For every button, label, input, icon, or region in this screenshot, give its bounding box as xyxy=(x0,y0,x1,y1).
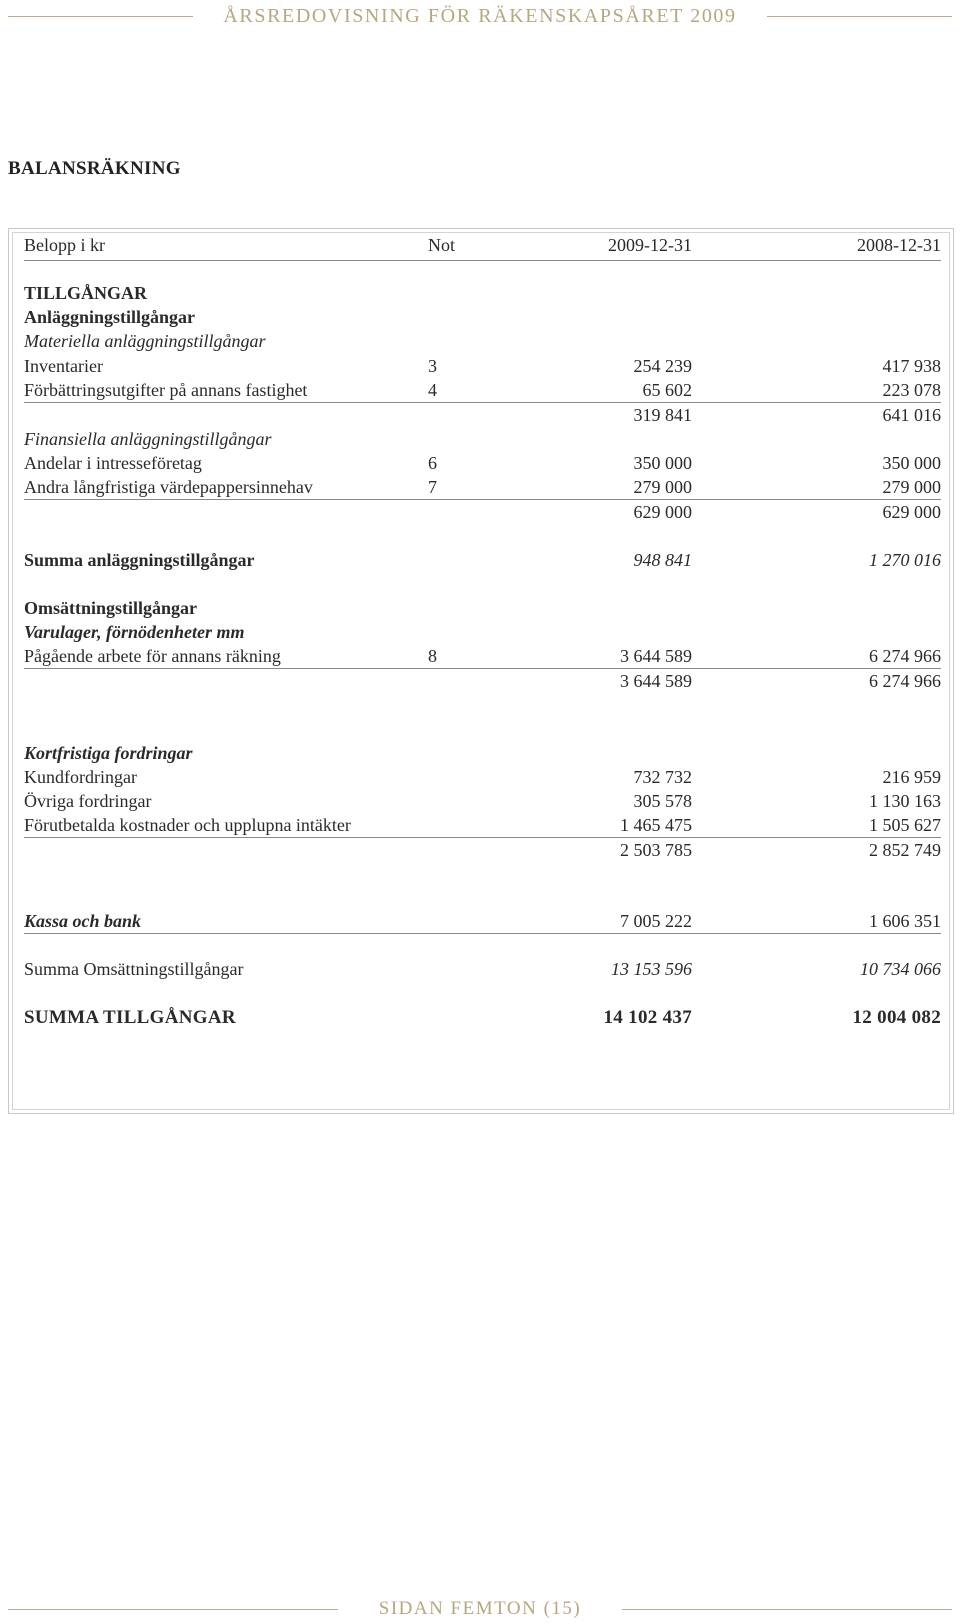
header-rule-left xyxy=(8,16,193,17)
table-row-vardepapper xyxy=(24,475,941,500)
row-value-2008: 1 270 016 xyxy=(869,550,941,570)
row-label: Pågående arbete för annans räkning xyxy=(24,646,281,666)
row-value-2009: 279 000 xyxy=(633,477,692,497)
row-value-2008: 216 959 xyxy=(882,767,941,787)
row-value-2009: 254 239 xyxy=(633,356,692,376)
row-value-2009: 7 005 222 xyxy=(620,911,692,931)
column-header-2008: 2008-12-31 xyxy=(857,235,941,255)
row-value-2009: 3 644 589 xyxy=(620,671,692,691)
row-label: Förutbetalda kostnader och upplupna intäkter xyxy=(24,815,351,835)
row-label: Övriga fordringar xyxy=(24,791,152,811)
table-row-forutbetalda xyxy=(24,813,941,838)
row-value-2008: 223 078 xyxy=(882,380,941,400)
table-row-forbattringsutgifter xyxy=(24,378,941,403)
section-heading-tillgangar xyxy=(24,281,941,306)
subsection-heading-materiella xyxy=(24,329,941,354)
total-row-anlaggning xyxy=(24,548,941,573)
section-heading-omsattning xyxy=(24,596,941,621)
subsection-heading-label: Kortfristiga fordringar xyxy=(24,743,193,763)
column-header-2009: 2009-12-31 xyxy=(608,235,692,255)
row-label: Kundfordringar xyxy=(24,767,137,787)
header-rule-right xyxy=(767,16,952,17)
column-header-label: Belopp i kr xyxy=(24,235,105,255)
row-value-2009: 14 102 437 xyxy=(603,1007,692,1028)
section-heading-label: TILLGÅNGAR xyxy=(24,283,148,303)
row-value-2008: 6 274 966 xyxy=(869,671,941,691)
subsection-heading-finansiella xyxy=(24,427,941,452)
page-header xyxy=(0,3,960,29)
row-note: 3 xyxy=(428,356,437,376)
row-note: 8 xyxy=(428,646,437,666)
row-value-2008: 1 606 351 xyxy=(869,911,941,931)
row-note: 6 xyxy=(428,453,437,473)
row-value-2009: 732 732 xyxy=(633,767,692,787)
section-heading-label: Anläggningstillgångar xyxy=(24,307,196,327)
row-value-2009: 305 578 xyxy=(633,791,692,811)
row-value-2008: 417 938 xyxy=(882,356,941,376)
row-value-2009: 2 503 785 xyxy=(620,840,692,860)
row-value-2008: 2 852 749 xyxy=(869,840,941,860)
row-value-2008: 1 130 163 xyxy=(869,791,941,811)
table-row-kundfordringar xyxy=(24,765,941,790)
total-row-omsattning xyxy=(24,957,941,982)
page-title: BALANSRÄKNING xyxy=(8,158,181,179)
subtotal-row-kortfristiga xyxy=(24,838,941,863)
column-header-rule xyxy=(24,260,941,261)
column-header-row xyxy=(24,233,941,258)
column-header-note: Not xyxy=(428,235,455,255)
subsection-heading-varulager xyxy=(24,620,941,645)
row-value-2009: 629 000 xyxy=(633,502,692,522)
subtotal-rule xyxy=(24,933,941,934)
subsection-heading-label: Varulager, förnödenheter mm xyxy=(24,622,245,642)
subtotal-row-varulager xyxy=(24,669,941,694)
row-label: SUMMA TILLGÅNGAR xyxy=(24,1007,236,1028)
table-row-andelar xyxy=(24,451,941,476)
row-value-2008: 1 505 627 xyxy=(869,815,941,835)
row-value-2008: 12 004 082 xyxy=(852,1007,941,1028)
row-value-2009: 3 644 589 xyxy=(620,646,692,666)
row-value-2009: 319 841 xyxy=(633,405,692,425)
row-value-2009: 350 000 xyxy=(633,453,692,473)
header-title: ÅRSREDOVISNING FÖR RÄKENSKAPSÅRET 2009 xyxy=(223,5,737,27)
row-value-2008: 10 734 066 xyxy=(860,959,941,979)
row-label: Summa anläggningstillgångar xyxy=(24,550,255,570)
row-value-2008: 6 274 966 xyxy=(869,646,941,666)
row-value-2009: 948 841 xyxy=(633,550,692,570)
row-value-2009: 65 602 xyxy=(642,380,692,400)
row-label: Andra långfristiga värdepappersinnehav xyxy=(24,477,313,497)
table-row-pagaende-arbete xyxy=(24,644,941,669)
subtotal-row-finansiella xyxy=(24,500,941,525)
section-heading-anlaggning xyxy=(24,305,941,330)
row-value-2008: 350 000 xyxy=(882,453,941,473)
row-value-2009: 13 153 596 xyxy=(611,959,692,979)
row-note: 4 xyxy=(428,380,437,400)
subsection-heading-label: Materiella anläggningstillgångar xyxy=(24,331,266,351)
row-label: Andelar i intresseföretag xyxy=(24,453,202,473)
page-footer xyxy=(0,1596,960,1622)
row-value-2008: 629 000 xyxy=(882,502,941,522)
row-value-2008: 279 000 xyxy=(882,477,941,497)
footer-rule-left xyxy=(8,1609,338,1610)
row-label: Förbättringsutgifter på annans fastighet xyxy=(24,380,308,400)
row-note: 7 xyxy=(428,477,437,497)
row-value-2008: 641 016 xyxy=(882,405,941,425)
section-heading-label: Omsättningstillgångar xyxy=(24,598,198,618)
row-label: Summa Omsättningstillgångar xyxy=(24,959,244,979)
subtotal-row-materiella xyxy=(24,403,941,428)
row-label: Inventarier xyxy=(24,356,103,376)
grand-total-row xyxy=(24,1005,941,1030)
row-value-2009: 1 465 475 xyxy=(620,815,692,835)
page-number: SIDAN FEMTON (15) xyxy=(378,1598,582,1619)
subsection-heading-kortfristiga xyxy=(24,741,941,766)
table-row-kassa-och-bank xyxy=(24,909,941,934)
footer-rule-right xyxy=(622,1609,952,1610)
table-row-ovriga-fordringar xyxy=(24,789,941,814)
row-label: Kassa och bank xyxy=(24,911,142,931)
subsection-heading-label: Finansiella anläggningstillgångar xyxy=(24,429,272,449)
table-row-inventarier xyxy=(24,354,941,379)
